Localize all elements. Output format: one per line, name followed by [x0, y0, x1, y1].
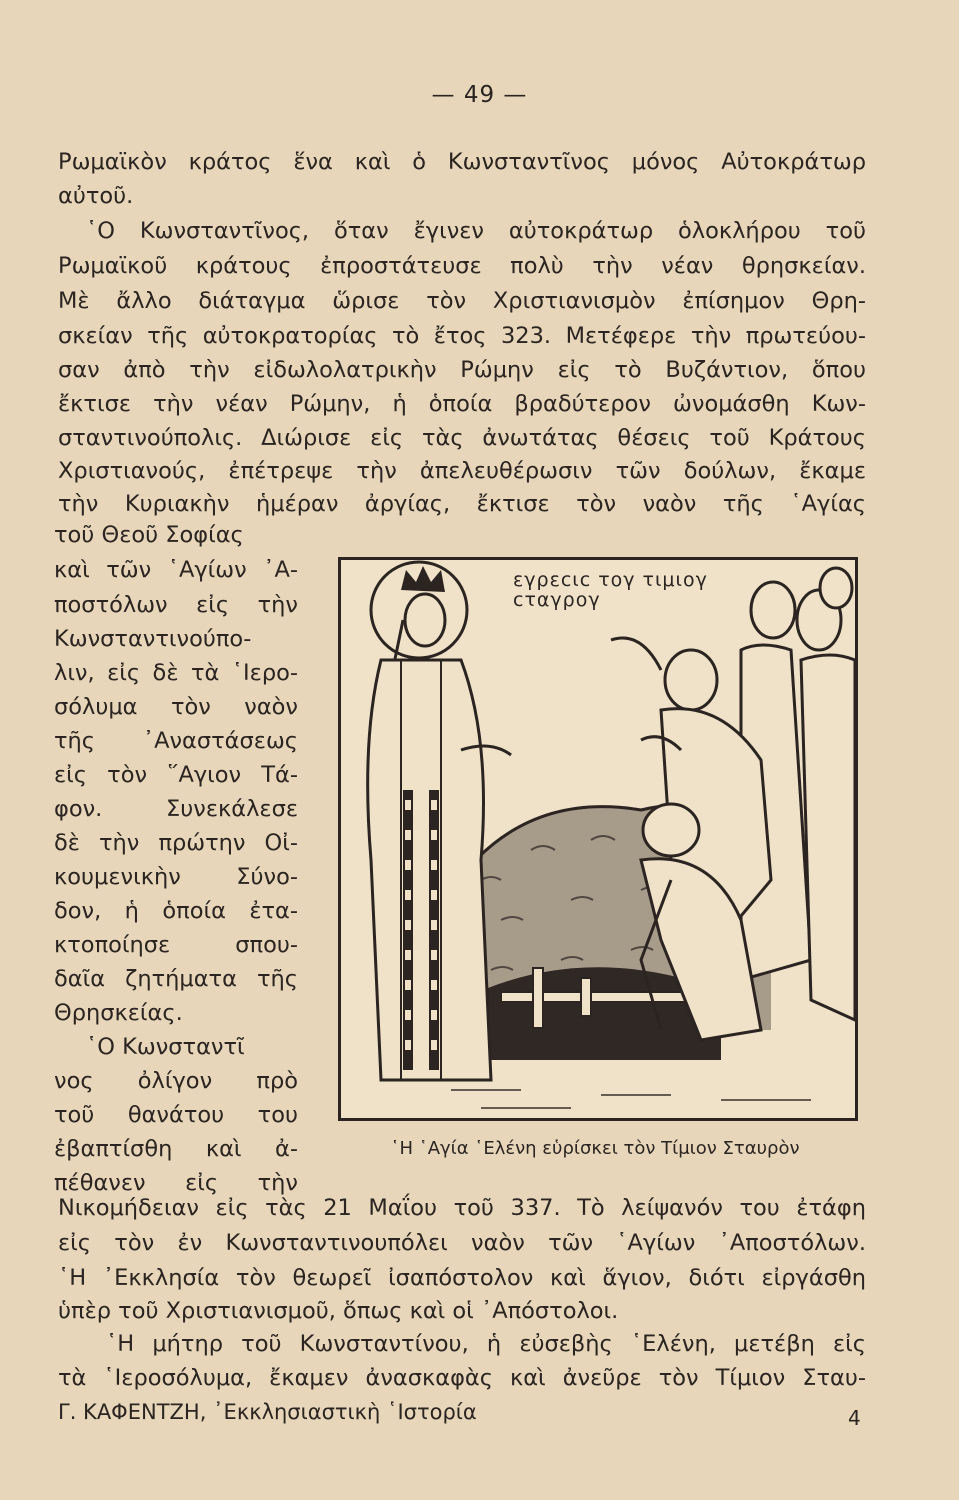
footer-signature-number: 4: [848, 1406, 861, 1430]
saint-helena-engraving-icon: [341, 560, 855, 1118]
column-line: ῾Ο Κωνσταντῖ: [86, 1034, 245, 1060]
column-line: Κωνσταντινούπο-: [54, 626, 252, 652]
text-line: τὴν Κυριακὴν ἡμέραν ἀργίας, ἔκτισε τὸν ναὸν τῆς ῾Αγίας: [58, 491, 866, 517]
column-line: τῆς ᾿Αναστάσεως: [54, 728, 298, 754]
text-line: τὰ ῾Ιεροσόλυμα, ἔκαμεν ἀνασκαφὰς καὶ ἀνεῦρε τὸν Τίμιον Σταυ-: [58, 1365, 866, 1391]
text-line: Ρωμαϊκοῦ κράτους ἐπροστάτευσε πολὺ τὴν νέαν θρησκείαν.: [58, 253, 866, 279]
column-line: πέθανεν εἰς τὴν: [54, 1170, 298, 1196]
illustration-inscription: [513, 570, 708, 610]
column-line: τοῦ θανάτου του: [54, 1102, 298, 1128]
column-line: δαῖα ζητήματα τῆς: [54, 966, 298, 992]
column-line: εἰς τὸν ῞Αγιον Τά-: [54, 762, 298, 788]
inscription-line-2: cταγρογ: [513, 589, 601, 611]
text-line: ῾Η μήτηρ τοῦ Κωνσταντίνου, ἡ εὐσεβὴς ῾Ελένη, μετέβη εἰς: [106, 1331, 866, 1357]
column-line: σόλυμα τὸν ναὸν: [54, 694, 298, 720]
footer-author-title: Γ. ΚΑΦΕΝΤΖΗ, ᾿Εκκλησιαστικὴ ῾Ιστορία: [58, 1400, 477, 1424]
column-line: λιν, εἰς δὲ τὰ ῾Ιερο-: [54, 660, 298, 686]
column-line: φον. Συνεκάλεσε: [54, 796, 298, 822]
text-line: ὑπὲρ τοῦ Χριστιανισμοῦ, ὅπως καὶ οἱ ᾿Απόστολοι.: [58, 1298, 619, 1324]
text-line: σταντινούπολις. Διώρισε εἰς τὰς ἀνωτάτας θέσεις τοῦ Κράτους: [58, 425, 866, 451]
column-line: καὶ τῶν ῾Αγίων ᾿Α-: [54, 557, 298, 583]
text-line: ἔκτισε τὴν νέαν Ρώμην, ἡ ὁποία βραδύτερον ὠνομάσθη Κων-: [58, 391, 866, 417]
column-line: ἐβαπτίσθη καὶ ἀ-: [54, 1136, 298, 1162]
text-line: Νικομήδειαν εἰς τὰς 21 Μαΐου τοῦ 337. Τὸ λείψανόν του ἐτάφη: [58, 1195, 866, 1221]
text-line: σκείαν τῆς αὐτοκρατορίας τὸ ἔτος 323. Μετέφερε τὴν πρωτεύου-: [58, 323, 866, 349]
text-line: ῾Ο Κωνσταντῖνος, ὅταν ἔγινεν αὐτοκράτωρ ὁλοκλήρου τοῦ: [86, 218, 866, 244]
column-line: κτοποίησε σπου-: [54, 932, 298, 958]
text-line: εἰς τὸν ἐν Κωνσταντινουπόλει ναὸν τῶν ῾Αγίων ᾿Αποστόλων.: [58, 1230, 866, 1256]
inscription-line-1: εγρεcιc τογ τιμιογ: [513, 569, 708, 591]
column-line: κουμενικὴν Σύνο-: [54, 864, 298, 890]
text-line: Μὲ ἄλλο διάταγμα ὥρισε τὸν Χριστιανισμὸν ἐπίσημον Θρη-: [58, 288, 866, 314]
illustration-frame: [338, 557, 858, 1121]
column-line: τοῦ Θεοῦ Σοφίας: [54, 522, 244, 548]
text-line: Χριστιανούς, ἐπέτρεψε τὴν ἀπελευθέρωσιν τῶν δούλων, ἔκαμε: [58, 458, 866, 484]
text-line: σαν ἀπὸ τὴν εἰδωλολατρικὴν Ρώμην εἰς τὸ Βυζάντιον, ὅπου: [58, 357, 866, 383]
text-line: Ρωμαϊκὸν κράτος ἕνα καὶ ὁ Κωνσταντῖνος μόνος Αὐτοκράτωρ: [58, 149, 866, 175]
illustration-caption: ῾Η ῾Αγία ῾Ελένη εὑρίσκει τὸν Τίμιον Σταυρὸν: [390, 1138, 800, 1159]
text-line: ῾Η ᾿Εκκλησία τὸν θεωρεῖ ἰσαπόστολον καὶ ἅγιον, διότι εἰργάσθη: [58, 1265, 866, 1291]
column-line: δον, ἡ ὁποία ἐτα-: [54, 898, 298, 924]
column-line: Θρησκείας.: [54, 1000, 183, 1026]
page-number: — 49 —: [431, 82, 528, 108]
column-line: δὲ τὴν πρώτην Οἰ-: [54, 830, 298, 856]
column-line: νος ὀλίγον πρὸ: [54, 1068, 298, 1094]
text-line: αὐτοῦ.: [58, 183, 134, 209]
column-line: ποστόλων εἰς τὴν: [54, 592, 298, 618]
